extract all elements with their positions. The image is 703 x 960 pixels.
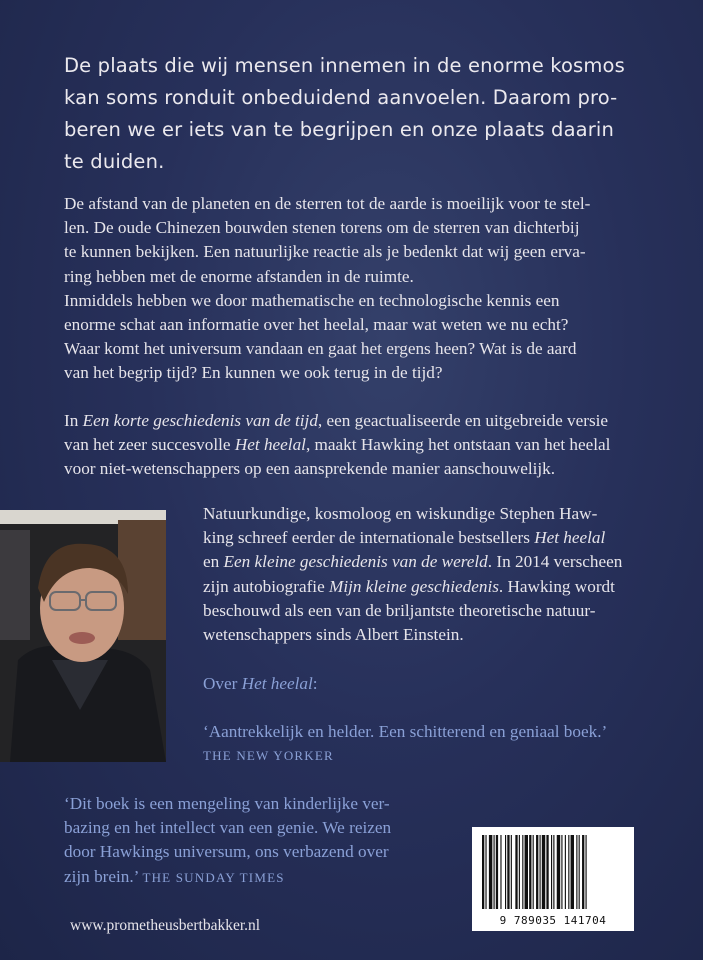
body-line: te kunnen bekijken. Een natuurlijke reactie als je bedenkt dat wij geen erva- xyxy=(64,242,586,262)
barcode-bar xyxy=(582,835,584,909)
review-header-line xyxy=(203,672,673,696)
intro-line: beren we er iets van te begrijpen en onze plaats daarin xyxy=(64,118,615,141)
barcode-bar xyxy=(500,835,501,909)
body-line: van het begrip tijd? En kunnen we ook terug in de tijd? xyxy=(64,363,443,383)
barcode-bar xyxy=(568,835,569,909)
barcode-bar xyxy=(533,835,534,909)
barcode-bar xyxy=(546,835,548,909)
barcode-bar xyxy=(561,835,562,909)
text-run: zijn brein.’ xyxy=(64,866,143,886)
body-paragraph-1 xyxy=(64,192,664,386)
isbn-barcode xyxy=(472,827,634,931)
intro-line: De plaats die wij mensen innemen in de enorme kosmos xyxy=(64,54,625,77)
bio-line xyxy=(203,575,673,599)
barcode-bar xyxy=(551,835,552,909)
barcode-bar xyxy=(579,835,580,909)
body-line: enorme schat aan informatie over het heelal, maar wat weten we nu echt? xyxy=(64,315,569,335)
text-run: Over xyxy=(203,674,242,693)
barcode-bar xyxy=(485,835,486,909)
text-run: . Hawking wordt xyxy=(498,576,615,596)
bio-line: Natuurkundige, kosmoloog en wiskundige Stephen Haw- xyxy=(203,504,598,523)
publisher-website[interactable]: www.prometheusbertbakker.nl xyxy=(70,917,261,934)
body-line: Waar komt het universum vandaan en gaat het ergens heen? Wat is de aard xyxy=(64,339,577,359)
barcode-bar xyxy=(494,835,495,909)
body-line xyxy=(64,409,664,433)
book-title: Het heelal xyxy=(534,528,606,548)
barcode-bar xyxy=(489,835,492,909)
text-run: , maakt Hawking het ontstaan van het heelal xyxy=(305,435,611,455)
body-line: voor niet-wetenschappers op een aansprekende manier aanschouwelijk. xyxy=(64,459,556,479)
barcode-bar xyxy=(505,835,506,909)
barcode-digits: 9 789035 141704 xyxy=(499,914,607,927)
barcode-bar xyxy=(553,835,554,909)
body-line: len. De oude Chinezen bouwden stenen torens om de sterren van dichterbij xyxy=(64,218,580,238)
quote-source: THE SUNDAY TIMES xyxy=(142,869,285,885)
quote-source: THE NEW YORKER xyxy=(203,748,334,764)
author-photo xyxy=(0,510,166,762)
barcode-bar xyxy=(507,835,509,909)
barcode-bar xyxy=(586,835,587,909)
barcode-bar xyxy=(542,835,545,909)
barcode-bar xyxy=(571,835,574,909)
text-run: : xyxy=(312,674,318,693)
quote-line: ‘Dit boek is een mengeling van kinderlijke ver- xyxy=(64,794,390,813)
barcode-bar xyxy=(529,835,531,909)
barcode-bar xyxy=(515,835,517,909)
bio-line xyxy=(203,526,673,550)
book-title: Het heelal xyxy=(234,435,306,455)
author-bio xyxy=(203,502,673,647)
body-line: De afstand van de planeten en de sterren tot de aarde is moeilijk voor te stel- xyxy=(64,194,591,213)
bio-line xyxy=(203,550,673,574)
body-line: ring hebben met de enorme afstanden in de ruimte. xyxy=(64,266,414,286)
barcode-bar xyxy=(482,835,484,909)
barcode-bar xyxy=(496,835,498,909)
book-title: Een kleine geschiedenis van de wereld xyxy=(223,552,488,572)
quote-line: door Hawkings universum, ons verbazend over xyxy=(64,842,389,862)
barcode-bars xyxy=(480,835,626,909)
barcode-bar xyxy=(536,835,538,909)
barcode-bar xyxy=(565,835,566,909)
text-run: In xyxy=(64,411,83,430)
bio-line: wetenschappers sinds Albert Einstein. xyxy=(203,625,464,645)
body-line: Inmiddels hebben we door mathematische en technologische kennis een xyxy=(64,290,560,310)
barcode-bar xyxy=(540,835,541,909)
text-run: en xyxy=(203,552,224,572)
intro-line: kan soms ronduit onbeduidend aanvoelen. Daarom pro- xyxy=(64,86,618,109)
intro-paragraph xyxy=(64,50,664,178)
book-title: Het heelal xyxy=(241,674,313,693)
barcode-bar xyxy=(525,835,528,909)
barcode-bar xyxy=(511,835,512,909)
book-title: Mijn kleine geschiedenis xyxy=(329,576,499,596)
barcode-bar xyxy=(519,835,520,909)
text-run: king schreef eerder de internationale bestsellers xyxy=(203,528,535,548)
book-title: Een korte geschiedenis van de tijd xyxy=(82,411,318,430)
text-run: van het zeer succesvolle xyxy=(64,435,235,455)
bio-line: beschouwd als een van de briljantste theoretische natuur- xyxy=(203,600,596,620)
quote-line: bazing en het intellect van een genie. We reizen xyxy=(64,818,392,838)
review-header xyxy=(203,672,673,696)
barcode-bar xyxy=(557,835,560,909)
body-paragraph-2 xyxy=(64,409,664,482)
body-line xyxy=(64,433,664,457)
intro-line: te duiden. xyxy=(64,150,165,173)
text-run: . In 2014 verscheen xyxy=(487,552,623,572)
text-run: zijn autobiografie xyxy=(203,576,329,596)
barcode-bar xyxy=(576,835,577,909)
review-quote-1 xyxy=(203,720,673,768)
quote-text: ‘Aantrekkelijk en helder. Een schitterend en geniaal boek.’ xyxy=(203,722,608,741)
barcode-bar xyxy=(522,835,523,909)
text-run: , een geactualiseerde en uitgebreide versie xyxy=(317,411,609,430)
